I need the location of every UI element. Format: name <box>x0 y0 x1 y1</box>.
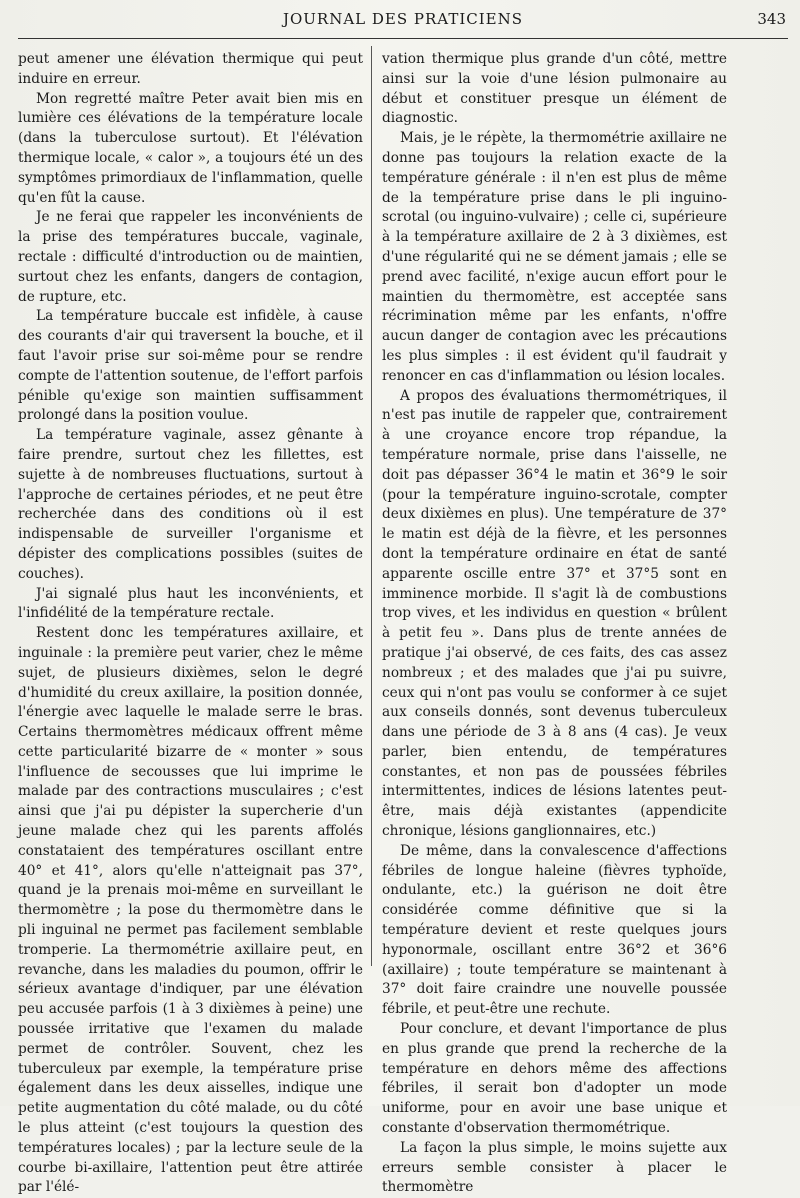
paragraph: Restent donc les températures axillaire, et inguinale : la première peut varier, chez le même sujet, de plusieurs dixièmes, selon le degré d'humidité du creux axillaire, la position donnée, l'énergie avec laquelle le malade serre le bras. Certains thermomètres médicaux offrent même cette particularité bizarre de « monter » sous l'influence de secousses que lui imprime le malade par des contractions musculaires ; c'est ainsi que j'ai pu dépister la supercherie d'un jeune malade chez qui les parents affolés constataient des températures oscillant entre 40° et 41°, alors qu'elle n'atteignait pas 37°, quand je la prenais moi-même en surveillant le thermomètre ; la pose du thermomètre dans le pli inguinal ne permet pas facilement semblable tromperie. La thermométrie axillaire peut, en revanche, dans les maladies du poumon, offrir le sérieux avantage d'indiquer, par une élévation peu accusée parfois (1 à 3 dixièmes à peine) une poussée irritative que l'examen du malade permet de contrôler. Souvent, chez les tuberculeux par exemple, la température prise également dans les deux aisselles, indique une petite augmentation du côté malade, ou du côté le plus atteint (c'est toujours la question des températures locales) ; par la lecture seule de la courbe bi-axillaire, l'attention peut être attirée par l'élé- <box>18 625 363 1196</box>
header-rule <box>18 38 788 39</box>
left-column <box>18 50 363 1198</box>
paragraph: Mais, je le répète, la thermométrie axillaire ne donne pas toujours la relation exacte de la température générale : il n'en est plus de même de la température prise dans le pli inguino-scrotal (ou inguino-vulvaire) ; celle ci, supérieure à la température axillaire de 2 à 3 dixièmes, est d'une régularité qui ne se dément jamais ; elle se prend avec facilité, n'exige aucun effort pour le maintien du thermomètre, est acceptée sans récrimination même par les enfants, n'offre aucun danger de contagion avec les précautions les plus simples : il est évident qu'il faudrait y renoncer en cas d'inflammation ou lésion locales. <box>382 130 727 384</box>
right-column <box>382 50 727 1198</box>
paragraph: J'ai signalé plus haut les inconvénients, et l'infidélité de la température rectale. <box>18 585 363 622</box>
paragraph: La façon la plus simple, le moins sujette aux erreurs semble consister à placer le thermomètre <box>382 1139 727 1196</box>
paragraph: Je ne ferai que rappeler les inconvénients de la prise des températures buccale, vaginale, rectale : difficulté d'introduction ou de maintien, surtout chez les enfants, dangers de contagion, de rupture, etc. <box>18 209 363 305</box>
paragraph: vation thermique plus grande d'un côté, mettre ainsi sur la voie d'une lésion pulmonaire au début et constituer presque un élément de diagnostic. <box>382 51 727 127</box>
paragraph: peut amener une élévation thermique qui peut induire en erreur. <box>18 51 363 87</box>
column-divider <box>371 46 372 966</box>
paragraph: Pour conclure, et devant l'importance de plus en plus grande que prend la recherche de la température en dehors même des affections fébriles, il serait bon d'adopter un mode uniforme, pour en avoir une base unique et constante d'observation thermométrique. <box>382 1021 727 1137</box>
paragraph: La température buccale est infidèle, à cause des courants d'air qui traversent la bouche, et il faut l'avoir prise sur soi-même pour se rendre compte de l'attention soutenue, de l'effort parfois pénible qu'exige son maintien suffisamment prolongé dans la position voulue. <box>18 308 363 424</box>
paragraph: De même, dans la convalescence d'affections fébriles de longue haleine (fièvres typhoïde, ondulante, etc.) la guérison ne doit être considérée comme définitive que si la température devient et reste quelques jours hyponormale, oscillant entre 36°2 et 36°6 (axillaire) ; toute température se maintenant à 37° doit faire craindre une nouvelle poussée fébrile, et peut-être une rechute. <box>382 842 727 1018</box>
page-number: 343 <box>757 10 786 28</box>
paragraph: Mon regretté maître Peter avait bien mis en lumière ces élévations de la température locale (dans la tuberculose surtout). Et l'élévation thermique locale, « calor », a toujours été un des symptômes primordiaux de l'inflammation, quelle qu'en fût la cause. <box>18 90 363 206</box>
paragraph: La température vaginale, assez gênante à faire prendre, surtout chez les fillettes, est sujette à de nombreuses fluctuations, surtout à l'approche de certaines périodes, et ne peut être recherchée dans des conditions où il est indispensable de surveiller l'organisme et dépister des complications possibles (suites de couches). <box>18 427 363 582</box>
paragraph: A propos des évaluations thermométriques, il n'est pas inutile de rappeler que, contrairement à une croyance encore trop répandue, la température normale, prise dans l'aisselle, ne doit pas dépasser 36°4 le matin et 36°9 le soir (pour la température inguino-scrotale, compter deux dixièmes en plus). Une température de 37° le matin est déjà de la fièvre, et les personnes dont la température ordinaire en état de santé apparente oscille entre 37° et 37°5 sont en imminence morbide. Il s'agit là de combustions trop vives, et les individus en question « brûlent à petit feu ». Dans plus de trente années de pratique j'ai observé, de ces faits, des cas assez nombreux ; et des malades que j'ai pu suivre, ceux qui n'ont pas voulu se conformer à ce sujet aux conseils donnés, sont devenus tuberculeux dans une période de 3 à 8 ans (4 cas). Je veux parler, bien entendu, de températures constantes, et non pas de poussées fébriles intermittentes, indices de lésions latentes peut-être, mais déjà existantes (appendicite chronique, lésions ganglionnaires, etc.) <box>382 387 727 840</box>
running-head <box>18 6 788 32</box>
journal-title: JOURNAL DES PRATICIENS <box>282 10 524 28</box>
